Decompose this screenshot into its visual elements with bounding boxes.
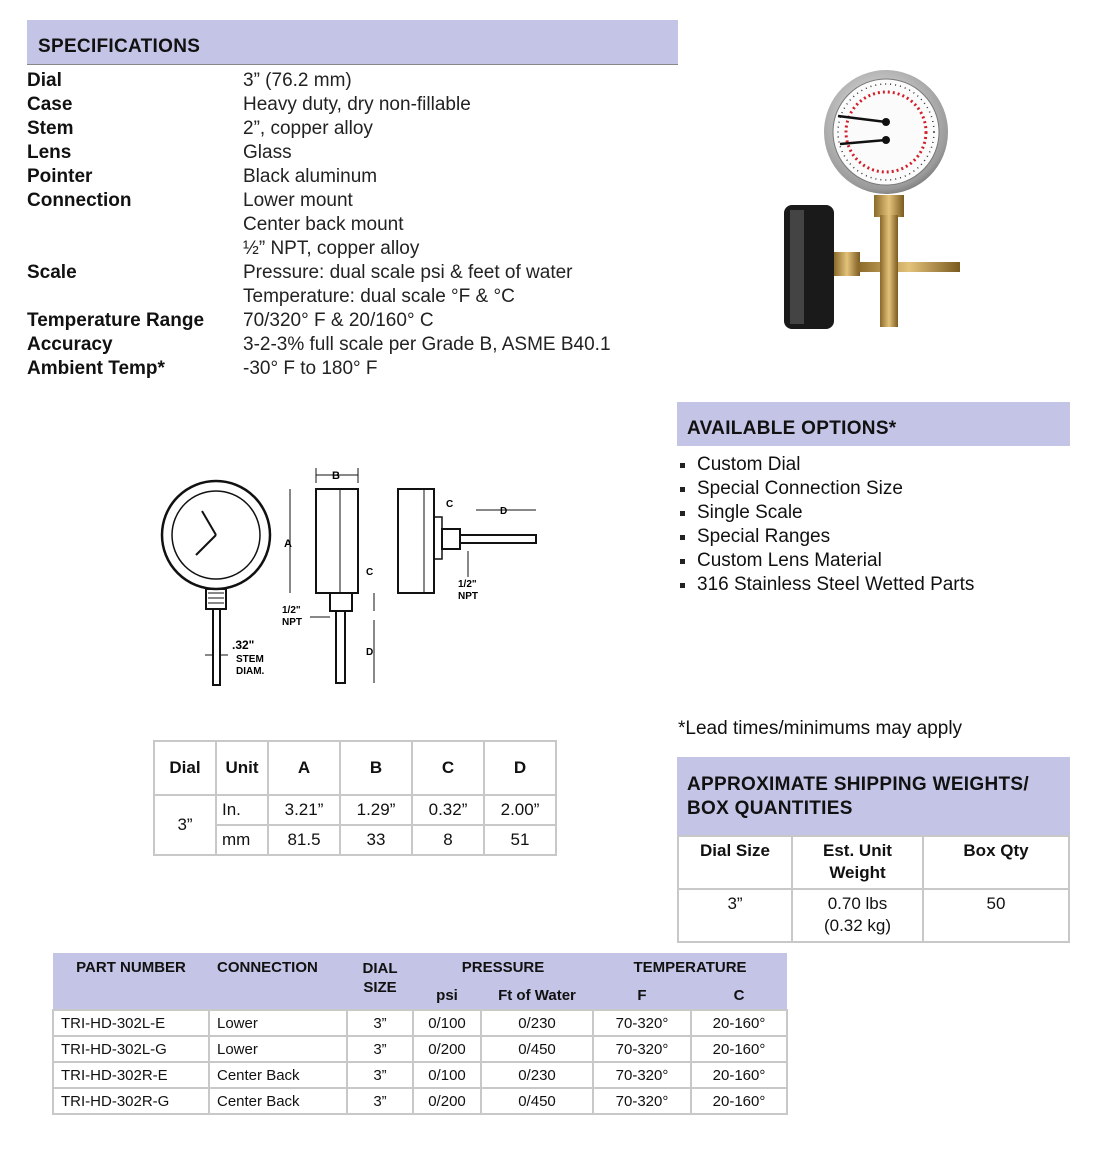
cell-c: 8: [412, 825, 484, 855]
cell-qty: 50: [923, 889, 1069, 942]
cell-c: 20-160°: [691, 1036, 787, 1062]
cell-dial: 3”: [347, 1062, 413, 1088]
cell-connection: Center Back: [209, 1088, 347, 1114]
table-header-row: [154, 741, 556, 795]
col-dial: Dial: [154, 741, 216, 795]
spec-row-accuracy: [27, 333, 611, 357]
table-header-row: [53, 953, 787, 981]
cell-unit: In.: [216, 795, 268, 825]
cell-connection: Center Back: [209, 1062, 347, 1088]
cell-dial: 3”: [347, 1010, 413, 1036]
cell-c: 0.32”: [412, 795, 484, 825]
col-connection: CONNECTION: [209, 953, 347, 1010]
dim-d2-label: D: [500, 506, 508, 517]
spec-value: Lower mount: [243, 190, 353, 211]
cell-psi: 0/200: [413, 1036, 481, 1062]
cell-weight: [792, 889, 923, 942]
npt-size-label-2: 1/2": [458, 579, 477, 590]
lead-time-note: *Lead times/minimums may apply: [678, 718, 963, 739]
col-a: A: [268, 741, 340, 795]
stem-label: STEM: [236, 654, 264, 665]
cell-part: TRI-HD-302R-E: [53, 1062, 209, 1088]
cell-dial: 3”: [347, 1036, 413, 1062]
col-pressure: PRESSURE: [413, 953, 593, 981]
spec-row-dial: [27, 69, 611, 93]
table-row: [53, 1088, 787, 1114]
col-temp-f: F: [593, 981, 691, 1010]
npt-size-label: 1/2": [282, 605, 301, 616]
spec-row-ambient-temp: [27, 357, 611, 381]
dimensions-table: [153, 740, 557, 856]
col-unit: Unit: [216, 741, 268, 795]
dimension-drawing: [150, 455, 550, 695]
cell-connection: Lower: [209, 1010, 347, 1036]
spec-value: 2”, copper alloy: [243, 118, 373, 139]
col-temperature: TEMPERATURE: [593, 953, 787, 981]
col-d: D: [484, 741, 556, 795]
npt-label: NPT: [282, 617, 302, 628]
col-ft-water: Ft of Water: [481, 981, 593, 1010]
spec-value: Black aluminum: [243, 166, 378, 187]
options-list: [680, 453, 974, 597]
cell-ft: 0/450: [481, 1088, 593, 1114]
spec-value: Temperature: dual scale °F & °C: [243, 286, 515, 307]
specifications-list: [27, 69, 611, 381]
cell-b: 33: [340, 825, 412, 855]
spec-row-pointer: [27, 165, 611, 189]
list-item: 316 Stainless Steel Wetted Parts: [680, 573, 974, 597]
spec-label: Ambient Temp*: [27, 358, 165, 379]
dim-b-label: B: [332, 470, 340, 482]
spec-row-lens: [27, 141, 611, 165]
cell-f: 70-320°: [593, 1088, 691, 1114]
cell-part: TRI-HD-302L-G: [53, 1036, 209, 1062]
dim-a-label: A: [284, 538, 292, 550]
spec-value-group: [243, 261, 573, 309]
spec-value: ½” NPT, copper alloy: [243, 238, 420, 259]
spec-value: Pressure: dual scale psi & feet of water: [243, 262, 573, 283]
col-b: B: [340, 741, 412, 795]
gauge-product-image: [770, 70, 970, 335]
spec-row-case: [27, 93, 611, 117]
cell-part: TRI-HD-302L-E: [53, 1010, 209, 1036]
spec-value: 3” (76.2 mm): [243, 70, 352, 91]
dim-c-label: C: [366, 567, 374, 578]
list-item: Custom Lens Material: [680, 549, 974, 573]
spec-label: Dial: [27, 70, 62, 91]
col-unit-weight-line1: Est. Unit: [823, 841, 892, 860]
options-header: [677, 402, 1070, 446]
cell-d: 2.00”: [484, 795, 556, 825]
spec-value: Center back mount: [243, 214, 404, 235]
options-title: AVAILABLE OPTIONS*: [687, 418, 897, 439]
spec-value: 3-2-3% full scale per Grade B, ASME B40.1: [243, 334, 611, 355]
list-item: Special Connection Size: [680, 477, 974, 501]
shipping-header: [677, 757, 1070, 835]
shipping-table: [677, 835, 1070, 943]
cell-a: 3.21”: [268, 795, 340, 825]
spec-label: Lens: [27, 142, 72, 163]
spec-label: Stem: [27, 118, 74, 139]
dim-c2-label: C: [446, 499, 454, 510]
cell-dial: 3”: [154, 795, 216, 855]
spec-label: Connection: [27, 190, 132, 211]
cell-f: 70-320°: [593, 1010, 691, 1036]
table-header-row: [678, 836, 1069, 889]
list-item: Special Ranges: [680, 525, 974, 549]
cell-f: 70-320°: [593, 1062, 691, 1088]
spec-row-stem: [27, 117, 611, 141]
shipping-title: [687, 773, 1029, 821]
specifications-title: SPECIFICATIONS: [38, 36, 201, 57]
spec-label: Pointer: [27, 166, 93, 187]
spec-label: Temperature Range: [27, 310, 205, 331]
cell-d: 51: [484, 825, 556, 855]
cell-dial: 3”: [678, 889, 792, 942]
col-c: C: [412, 741, 484, 795]
list-item: Single Scale: [680, 501, 974, 525]
cell-dial: 3”: [347, 1088, 413, 1114]
cell-c: 20-160°: [691, 1088, 787, 1114]
spec-value-group: [243, 189, 419, 261]
specifications-header: [27, 20, 678, 64]
col-dial-size-line1: DIAL: [362, 960, 398, 977]
cell-ft: 0/230: [481, 1010, 593, 1036]
col-unit-weight-line2: Weight: [829, 863, 886, 882]
col-dial-size-line2: SIZE: [363, 979, 397, 996]
cell-psi: 0/100: [413, 1010, 481, 1036]
col-part-number: PART NUMBER: [53, 953, 209, 1010]
cell-psi: 0/100: [413, 1062, 481, 1088]
stem-dim-label: .32": [232, 638, 255, 652]
cell-weight-kg: (0.32 kg): [823, 916, 892, 935]
col-unit-weight: [792, 836, 923, 889]
cell-weight-lbs: 0.70 lbs: [827, 894, 888, 913]
cell-part: TRI-HD-302R-G: [53, 1088, 209, 1114]
spec-row-connection: [27, 189, 611, 261]
spec-value: -30° F to 180° F: [243, 358, 378, 379]
specifications-divider: [27, 64, 678, 65]
cell-f: 70-320°: [593, 1036, 691, 1062]
list-item: Custom Dial: [680, 453, 974, 477]
spec-value: Glass: [243, 142, 292, 163]
shipping-title-line2: BOX QUANTITIES: [687, 798, 853, 819]
col-dial-size: [347, 953, 413, 1010]
cell-psi: 0/200: [413, 1088, 481, 1114]
npt-label-2: NPT: [458, 591, 478, 602]
table-row: [53, 1010, 787, 1036]
cell-ft: 0/450: [481, 1036, 593, 1062]
col-box-qty: Box Qty: [923, 836, 1069, 889]
cell-ft: 0/230: [481, 1062, 593, 1088]
col-temp-c: C: [691, 981, 787, 1010]
col-dial-size: Dial Size: [678, 836, 792, 889]
spec-label: Scale: [27, 262, 77, 283]
stem-diam-label: DIAM.: [236, 666, 265, 677]
cell-b: 1.29”: [340, 795, 412, 825]
table-row: [154, 795, 556, 825]
spec-label: Accuracy: [27, 334, 113, 355]
spec-value: 70/320° F & 20/160° C: [243, 310, 434, 331]
shipping-title-line1: APPROXIMATE SHIPPING WEIGHTS/: [687, 774, 1029, 795]
table-row: [53, 1036, 787, 1062]
col-psi: psi: [413, 981, 481, 1010]
cell-unit: mm: [216, 825, 268, 855]
table-row: [53, 1062, 787, 1088]
cell-connection: Lower: [209, 1036, 347, 1062]
spec-row-scale: [27, 261, 611, 309]
cell-c: 20-160°: [691, 1062, 787, 1088]
dim-d-label: D: [366, 647, 374, 658]
spec-label: Case: [27, 94, 73, 115]
cell-a: 81.5: [268, 825, 340, 855]
table-row: [678, 889, 1069, 942]
part-number-table: [52, 953, 788, 1115]
spec-row-temperature-range: [27, 309, 611, 333]
spec-value: Heavy duty, dry non-fillable: [243, 94, 471, 115]
cell-c: 20-160°: [691, 1010, 787, 1036]
